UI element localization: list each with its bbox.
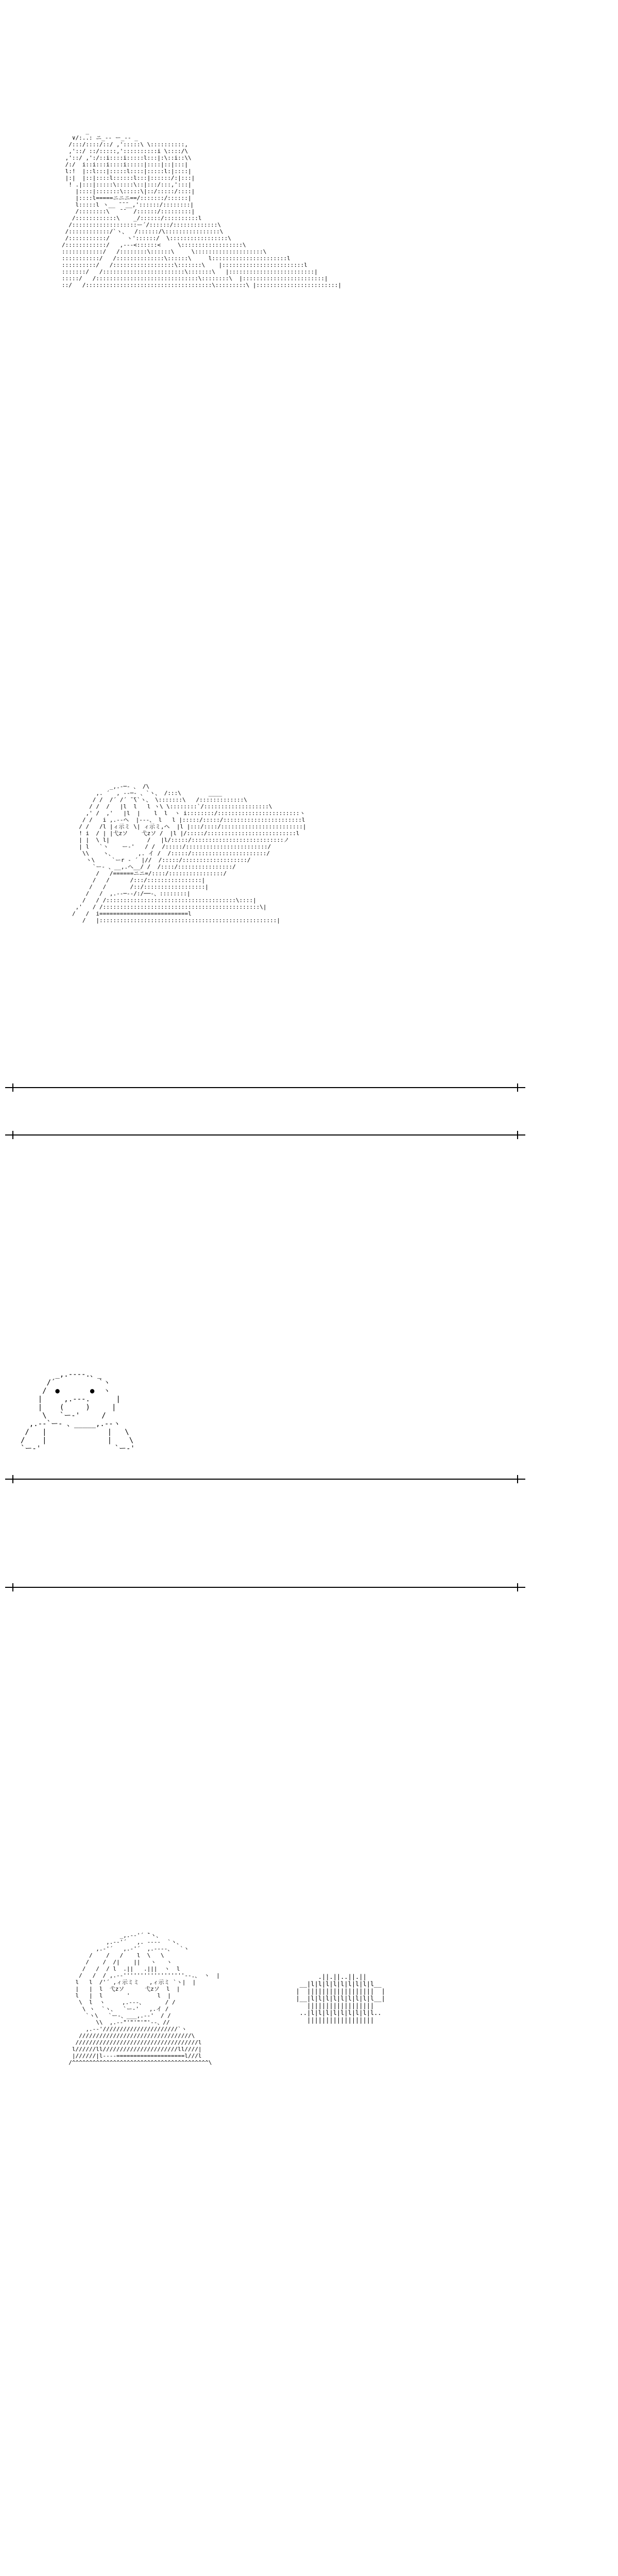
- divider: [5, 1587, 525, 1588]
- ascii-art-character: _ ∨/:..: ニ_-- ー_-- _ /:::/::::/::/ ,':::::\ \::::::::::, ,'::/ ::/:::::,'::::::::::i \::::/\ ,'::/ ,':/::i::::i:::::l:::|:\::i::\\ /:/ i::i:::i::::i:::::|::::|::|:::| l:! |::l:::|:::::l::::|:::::l:|::::| |:| |::|::::l::::::l:::|::::::/:|:::| ! .|:::|:::::\:::::\::|:::/:::,':::| |::::|:::::::\:::::\|::/:::::/::::| |::::l=====ニニニ==/:::::::/::::::| l:::::l ヽ__ ̄ ̄ ̄__,'::::::/::::::::| /::::::::\ ̄ ̄ /::::::/:::::::::| /::::::::::::\ _/::::::/::::::::::l /:::::::::::::::::::ー´/::::::/:::::::::::::\ /::::::::::::/`ヽ、 /::::::/\::::::::::::::::\ /:::::::::::/ ヽ'::::::/ \:::::::::::::::::\ /::::::::::::/ ,--‐<::::::< \::::::::::::::::::\ ::::::::::::/ /::::::::\::::::\ \::::::::::::::::::::\ :::::::::::/ /::::::::::::::\::::::\ l::::::::::::::::::::::l ::::::::::/ /::::::::::::::::::\:::::::\ |::::::::::::::::::::::::l :::::::/ /::::::::::::::::::::::::\:::::::\ |:::::::::::::::::::::::::| :::::/ /::::::::::::::::::::::::::::::\::::::::\ |::::::::::::::::::::::::| ::/ /:::::::::::::::::::::::::::::::::::::\:::::::::\ |::::::::::::::::::::::::|: [62, 128, 342, 289]
- ascii-art-face: _,.-‐‐-.、_ /´ `ヽ / ● ● ヽ | ,.-‐-. | | ( ) | \ `ー‐' / ,.-‐`ー- 、_____,.-‐ヽ / | | \ / | | \ `ー‐' `ー‐': [21, 1370, 135, 1453]
- ascii-art-symbol: .||.||..||.|| __|l|l|l|l|l|l|l|l|l__ | |||||||||||||||||| | |__|l|l|l|l|l|l|l|l|l__| |||||||||||||||||| ..|l|l|l|l|l|l|l|l|l.. ||||||||||||||||||: [296, 1973, 385, 2024]
- divider: [5, 1087, 525, 1088]
- divider: [5, 1134, 525, 1136]
- divider: [5, 1479, 525, 1480]
- vote-box: [5, 1494, 530, 1516]
- ascii-art-character: _,.-─- 、 /\ ,. ´ , -‐─- 、`ヽ、 /:::\ ____ / / /´ /´ ̄ ̄\`ヽ、 \:::::::\ /:::::::::::::\ / / / |l l l ヽ\ \::::::::`/:::::::::::::::::::\ ,' / ,' |l | l l ヽ i::::::::/::::::::::::::::::::::::ヽ / / i ,.-‐ヘ |-‐-、 l l |:::::/:::::/:::::::::::::::::::::::l / / /l |ィ示ミ \| ィ示ミ,ヘ |l |:::/::::/::::::::::::::::::::::::| ! i / | |弋zソ 弋zソ / |l |/:::::/::::::::::::::::::::::::::l | | \ l| / |l/:::::/:::::::::::::::::::::::::::ノ | l `ヽ ー‐' / / /:::::/::::::::::::::::::::::::/ \\ ヽ、 ,. イ / /:::::/::::::::::::::::::::::/ ヽ\ `ーr ‐ ´ |// /:::::/:::::::::::::::::::/ `ー- 、__,.へ__/ / /::::/::::::::::::::::/ / /======ニニ=/::::/::::::::::::::::/ / / /:::/::::::::::::::::| / / /::/::::::::::::::::::| / / ,.-‐─‐-/:/──-、::::::::| / / /::::::::::::::::::::::::::::::::::::::\::::| ,' / /::::::::::::::::::::::::::::::::::::::::::::::\| / / i==========================l / |::::::::::::::::::::::::::::::::::::::::::::::::::::|: [72, 783, 306, 924]
- ascii-art-character: _,.-‐'´ ̄`ヽ、 ,.-‐'´ ,. -‐‐- `ヽ、 ,.-'´ ,.-'´ ,.-‐‐-、 `ヽ / / / l \ \ / / /| || ヽ ヽ / / / l .|| .||| ヽ l / / / ,.-‐''''''''''''''''''‐-.、 ヽ | l l /'´ ,ィ示ミミ ,ィ示ミ `ヽ| | | | l 弋zソ 弋zソ l | l | l ' l | \ l ヽ ,.-‐-、 / / \ ヽ `ヽ、 `ー‐' ,.イ / `ヽ\ `ー-、___,.-‐' / / \\ ,.-‐"'"'"'"'‐-、// ,.-‐'//////////////////////`ヽ /////////////////////////////////\ ////////////////////////////////////l l//////ll//////////////////////ll////| |//////|l----====================l///l /^^^^^^^^^^^^^^^^^^^^^^^^^^^^^^^^^^^^^^^^\: [68, 1932, 220, 2066]
